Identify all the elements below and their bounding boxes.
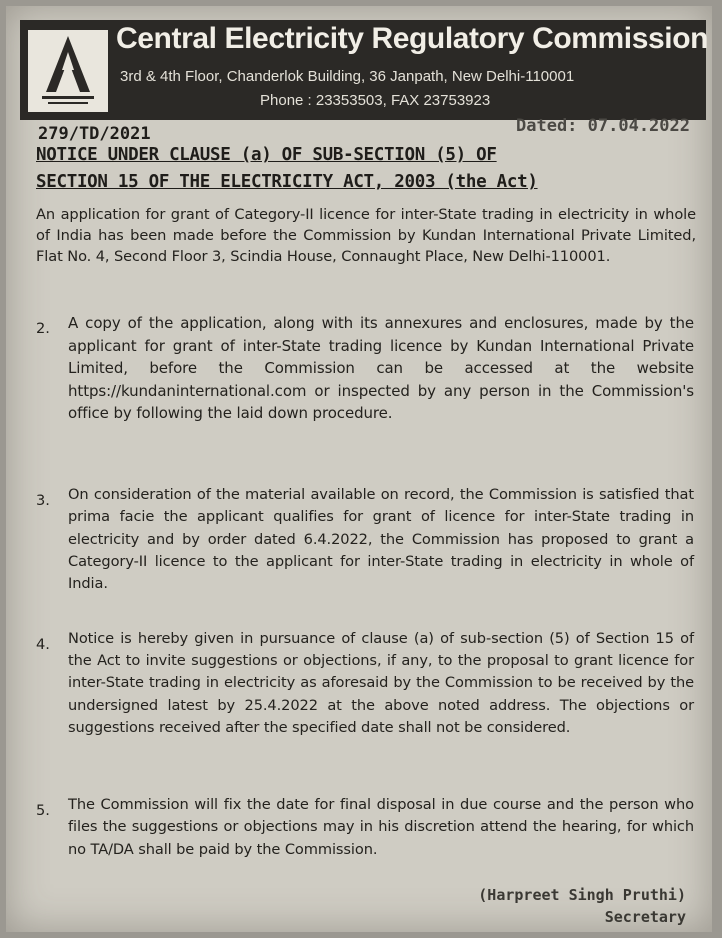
paragraph-2-number: 2. xyxy=(36,320,50,337)
paragraph-4-number: 4. xyxy=(36,636,50,653)
organisation-name: Central Electricity Regulatory Commission xyxy=(116,22,709,55)
paragraph-3-number: 3. xyxy=(36,492,50,509)
heading-line-2: SECTION 15 OF THE ELECTRICITY ACT, 2003 (the Act) xyxy=(36,172,538,192)
paragraph-5-number: 5. xyxy=(36,802,50,819)
paragraph-2: A copy of the application, along with its annexures and enclosures, made by the applicant for grant of inter-State trading licence by Kundan International Private Limited, before the Commission can be accessed at the website https://kundaninternational.com or inspected by any person in the Commission's office by following the laid down procedure. xyxy=(68,314,694,422)
paragraph-4: Notice is hereby given in pursuance of clause (a) of sub-section (5) of Section 15 of the Act to invite suggestions or objections, if any, to the proposal to grant licence for inter-State trading in electricity as aforesaid by the Commission to be received by the undersigned latest by 25.4.2022 at the above noted address. The objections or suggestions received after the specified date shall not be considered. xyxy=(68,630,694,736)
paragraph-1: An application for grant of Category-II licence for inter-State trading in electricity in whole of India has been made before the Commission by Kundan International Private Limited, Flat No. 4, Second Floor 3, Scindia House, Connaught Place, New Delhi-110001. xyxy=(36,206,696,265)
organisation-address: 3rd & 4th Floor, Chanderlok Building, 36 Janpath, New Delhi-110001 xyxy=(120,68,575,85)
masthead xyxy=(20,20,709,120)
notice-date: Dated: 07.04.2022 xyxy=(516,116,690,136)
signatory-name: (Harpreet Singh Pruthi) xyxy=(478,886,686,904)
paragraph-5: The Commission will fix the date for final disposal in due course and the person who files the suggestions or objections may in his discretion attend the hearing, for which no TA/DA shall be paid by the Commission. xyxy=(68,796,694,858)
reference-number: 279/TD/2021 xyxy=(38,124,151,144)
signatory-designation: Secretary xyxy=(604,908,686,926)
heading-line-1: NOTICE UNDER CLAUSE (a) OF SUB-SECTION (5) OF xyxy=(36,145,497,165)
paragraph-3: On consideration of the material available on record, the Commission is satisfied that prima facie the applicant qualifies for grant of licence for inter-State trading in electricity and by order dated 6.4.2022, the Commission has proposed to grant a Category-II licence to the applicant for inter-State trading in electricity in whole of India. xyxy=(68,486,694,593)
newspaper-notice xyxy=(6,6,712,932)
organisation-phone: Phone : 23353503, FAX 23753923 xyxy=(260,92,491,109)
notice-heading xyxy=(36,142,702,196)
cerc-logo xyxy=(28,30,108,112)
